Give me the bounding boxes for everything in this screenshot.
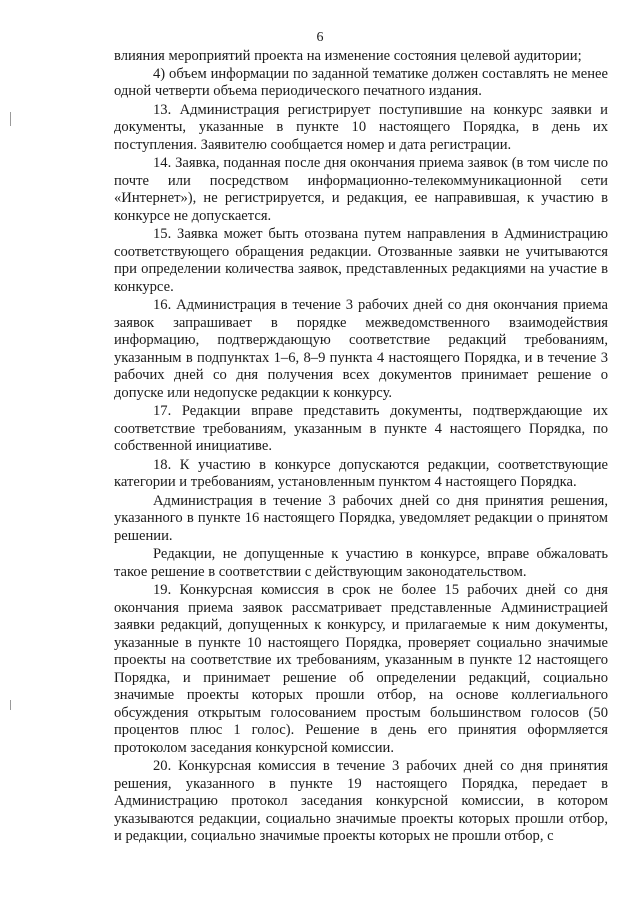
paragraph: 19. Конкурсная комиссия в срок не более 15 рабочих дней со дня окончания приема заявок рассматривает представленные Администрацией заявки редакций, допущенных к конкурсу, и прилагаемые к ним документы, указанные в пункте 10 настоящего Порядка, проверяет социально значимые проекты на соответствие их требованиям, указанным в пункте 12 настоящего Порядка, и принимает решение об определении редакций, социально значимые проекты которых прошли отбор, на основе коллегиального обсуждения открытым голосованием простым большинством голосов (50 процентов плюс 1 голос). Решение в день его принятия оформляется протоколом заседания конкурсной комиссии. xyxy=(114,582,608,756)
paragraph: Администрация в течение 3 рабочих дней со дня принятия решения, указанного в пункте 16 настоящего Порядка, уведомляет редакции о принятом решении. xyxy=(114,492,608,544)
paragraph: 13. Администрация регистрирует поступившие на конкурс заявки и документы, указанные в пункте 10 настоящего Порядка, в день их поступления. Заявителю сообщается номер и дата регистрации. xyxy=(114,101,608,153)
scan-margin-mark xyxy=(10,700,11,710)
paragraph: 14. Заявка, поданная после дня окончания приема заявок (в том числе по почте или посредством информационно-телекоммуникационной сети «Интернет»), не регистрируется, и редакция, ее направившая, к участию в конкурсе не допускается. xyxy=(114,155,608,224)
paragraph: 15. Заявка может быть отозвана путем направления в Администрацию соответствующего обращения редакции. Отозванные заявки не учитываются при определении количества заявок, представленных редакциями на участие в конкурсе. xyxy=(114,226,608,295)
page-number: 6 xyxy=(316,30,324,45)
scan-margin-mark xyxy=(10,112,11,126)
document-body xyxy=(114,48,608,846)
paragraph: 20. Конкурсная комиссия в течение 3 рабочих дней со дня принятия решения, указанного в пункте 19 настоящего Порядка, передает в Администрацию протокол заседания конкурсной комиссии, в котором указываются редакции, социально значимые проекты которых прошли отбор, и редакции, социально значимые проекты которых не прошли отбор, с xyxy=(114,758,608,844)
paragraph: Редакции, не допущенные к участию в конкурсе, вправе обжаловать такое решение в соответствии с действующим законодательством. xyxy=(114,546,608,580)
paragraph: 16. Администрация в течение 3 рабочих дней со дня окончания приема заявок запрашивает в порядке межведомственного взаимодействия информацию, подтверждающую соответствие редакций требованиям, указанным в подпунктах 1–6, 8–9 пункта 4 настоящего Порядка, и в течение 3 рабочих дней со дня получения всех документов принимает решение о допуске или недопуске редакции к конкурсу. xyxy=(114,297,608,401)
paragraph: 18. К участию в конкурсе допускаются редакции, соответствующие категории и требованиям, установленным пунктом 4 настоящего Порядка. xyxy=(114,456,608,490)
paragraph: 17. Редакции вправе представить документы, подтверждающие их соответствие требованиям, указанным в пункте 4 настоящего Порядка, по собственной инициативе. xyxy=(114,403,608,454)
paragraph: влияния мероприятий проекта на изменение состояния целевой аудитории; xyxy=(114,48,582,64)
paragraph: 4) объем информации по заданной тематике должен составлять не менее одной четверти объема периодического печатного издания. xyxy=(114,65,608,99)
